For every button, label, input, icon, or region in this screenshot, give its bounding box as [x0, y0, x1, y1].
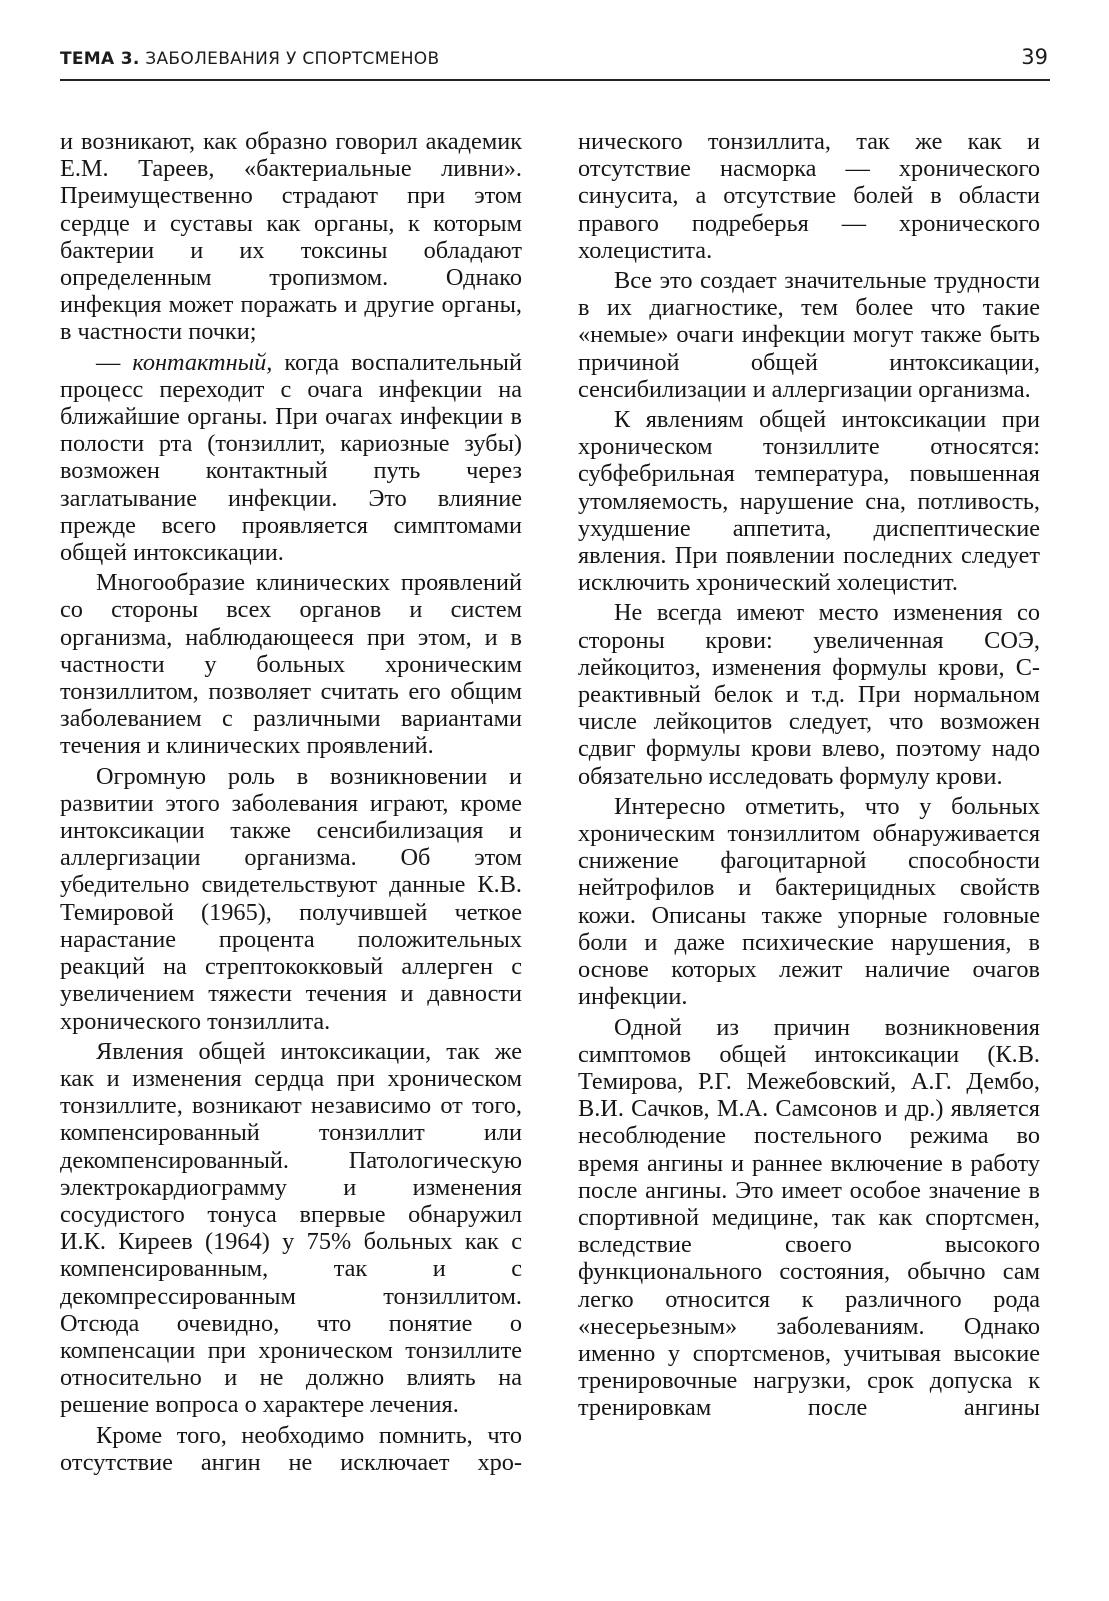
paragraph: Не всегда имеют место изменения со стороны крови: увеличенная СОЭ, лейкоцитоз, изменения формулы крови, С-реактивный белок и т.д. При нормальном числе лейкоцитов следует, что возможен сдвиг формулы крови влево, поэтому надо обязательно исследовать формулу крови. [578, 599, 1040, 790]
page-number: 39 [1021, 45, 1048, 69]
emphasis-term: контактный, [132, 348, 273, 376]
paragraph: Интересно отметить, что у больных хроническим тонзиллитом обнаруживается снижение фагоцитарной способности нейтрофилов и бактерицидных свойств кожи. Описаны также упорные головные боли и даже психические нарушения, в основе которых лежит наличие очагов инфекции. [578, 792, 1040, 1011]
running-header [60, 45, 1050, 81]
paragraph: Огромную роль в возникновении и развитии этого заболевания играют, кроме интоксикации также сенсибилизация и аллергизации организма. Об этом убедительно свидетельствуют данные К.В. Темировой (1965), получившей четкое нарастание процента положительных реакций на стрептококковый аллерген с увеличением тяжести течения и давности хронического тонзиллита. [60, 762, 522, 1035]
left-column [60, 128, 522, 1479]
paragraph: нического тонзиллита, так же как и отсутствие насморка — хронического синусита, а отсутствие болей в области правого подреберья — хронического холецистита. [578, 128, 1040, 264]
paragraph: и возникают, как образно говорил академик Е.М. Тареев, «бактериальные ливни». Преимущественно страдают при этом сердце и суставы как органы, к которым бактерии и их токсины обладают определенным тропизмом. Однако инфекция может поражать и другие органы, в частности почки; [60, 128, 522, 346]
dash: — [96, 348, 133, 376]
paragraph: Кроме того, необходимо помнить, что отсутствие ангин не исключает хро- [60, 1421, 522, 1476]
paragraph-text: когда воспалительный процесс переходит с очага инфекции на ближайшие органы. При очагах инфекции в полости рта (тонзиллит, кариозные зубы) возможен контактный путь через заглатывание инфекции. Это влияние прежде всего проявляется симптомами общей интоксикации. [60, 348, 523, 567]
chapter-number: ТЕМА 3. [60, 49, 140, 69]
paragraph: Многообразие клинических проявлений со стороны всех органов и систем организма, наблюдающееся при этом, и в частности у больных хроническим тонзиллитом, позволяет считать его общим заболеванием с различными вариантами течения и клинических проявлений. [60, 569, 522, 760]
running-title [60, 49, 439, 69]
paragraph: Явления общей интоксикации, так же как и изменения сердца при хроническом тонзиллите, возникают независимо от того, компенсированный тонзиллит или декомпенсированный. Патологическую электрокардиограмму и изменения сосудистого тонуса впервые обнаружил И.К. Киреев (1964) у 75% больных как с компенсированным, так и с декомпрессированным тонзиллитом. Отсюда очевидно, что понятие о компенсации при хроническом тонзиллите относительно и не должно влиять на решение вопроса о характере лечения. [60, 1037, 522, 1419]
chapter-title: ЗАБОЛЕВАНИЯ У СПОРТСМЕНОВ [139, 49, 440, 69]
paragraph [60, 349, 522, 567]
paragraph: Одной из причин возникновения симптомов общей интоксикации (К.В. Темирова, Р.Г. Межебовский, А.Г. Дембо, В.И. Сачков, М.А. Самсонов и др.) является несоблюдение постельного режима во время ангины и раннее включение в работу после ангины. Это имеет особое значение в спортивной медицине, так как спортсмен, вследствие своего высокого функционального состояния, обычно сам легко относится к различного рода «несерьезным» заболеваниям. Однако именно у спортсменов, учитывая высокие тренировочные нагрузки, срок допуска к тренировкам после ангины [578, 1013, 1040, 1422]
paragraph: К явлениям общей интоксикации при хроническом тонзиллите относятся: субфебрильная температура, повышенная утомляемость, нарушение сна, потливость, ухудшение аппетита, диспептические явления. При появлении последних следует исключить хронический холецистит. [578, 406, 1040, 597]
paragraph: Все это создает значительные трудности в их диагностике, тем более что такие «немые» очаги инфекции могут также быть причиной общей интоксикации, сенсибилизации и аллергизации организма. [578, 267, 1040, 403]
right-column [578, 128, 1040, 1425]
